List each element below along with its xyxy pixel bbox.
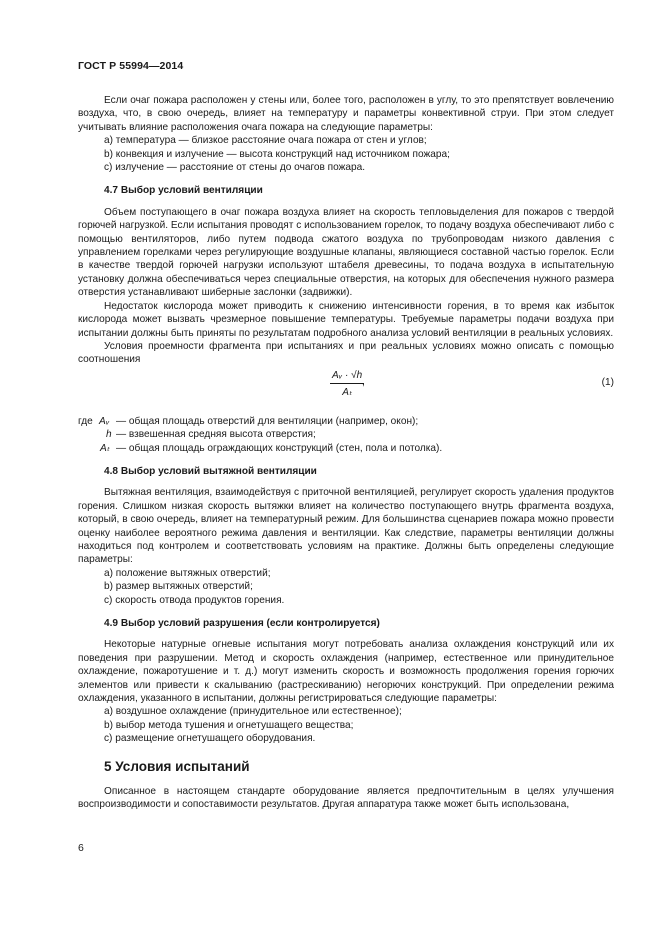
- definition-text: — взвешенная средняя высота отверстия;: [116, 429, 316, 441]
- section-heading-4-8: 4.8 Выбор условий вытяжной вентиляции: [104, 465, 317, 477]
- symbol-definition: [78, 428, 614, 441]
- formula-1: [78, 369, 614, 403]
- formula-fraction: [330, 369, 364, 400]
- definition-text: — общая площадь ограждающих конструкций (стен, пола и потолка).: [116, 442, 443, 454]
- symbol: h: [106, 429, 112, 441]
- formula-numerator: Aᵥ · √h: [330, 369, 364, 384]
- standard-header: ГОСТ Р 55994—2014: [78, 60, 184, 72]
- paragraph: Недостаток кислорода может приводить к снижению интенсивности горения, в то время как избыток кислорода может вызвать чрезмерное повышение температуры. Требуемые параметры подачи воздуха при испытании должны быть приняты по результатам подробного анализа условий вентиляции в реальных условиях.: [78, 300, 614, 339]
- symbol-definition: [78, 442, 614, 455]
- list-item: c) скорость отвода продуктов горения.: [104, 594, 285, 606]
- paragraph: Вытяжная вентиляция, взаимодействуя с приточной вентиляцией, регулирует скорость удаления продуктов горения. Слишком низкая скорость вытяжки влияет на количество поступающего внутрь фрагмента воздуха, который, в свою очередь, влияет на температурный режим. Для большинства сценариев пожара можно провести оценку наиболее вероятного режима давления и вентиляции. Как следствие, параметры вентиляции должны находиться под контролем и соответствовать условиям на практике. Должны быть определены следующие параметры:: [78, 487, 614, 566]
- list-item: c) излучение — расстояние от стены до очагов пожара.: [104, 162, 366, 174]
- list-item: а) положение вытяжных отверстий;: [104, 567, 271, 579]
- paragraph: Условия проемности фрагмента при испытаниях и при реальных условиях можно описать с помощью соотношения: [78, 340, 614, 366]
- intro-paragraph: Если очаг пожара расположен у стены или, более того, расположен в углу, то это препятствует вовлечению воздуха, что, в свою очередь, влияет на температуру и параметры конвективной струи. При этом следует учитывать влияние расположения очага пожара на следующие параметры:: [78, 95, 614, 133]
- definition-text: — общая площадь отверстий для вентиляции (например, окон);: [116, 415, 419, 427]
- symbol: Aᵥ: [99, 415, 110, 427]
- equation-number: (1): [601, 376, 614, 388]
- page-content: [78, 94, 614, 812]
- section-heading-4-7: 4.7 Выбор условий вентиляции: [104, 185, 263, 197]
- list-item: b) конвекция и излучение — высота конструкций над источником пожара;: [104, 148, 450, 160]
- list-item: а) температура — близкое расстояние очага пожара от стен и углов;: [104, 135, 427, 147]
- paragraph: Описанное в настоящем стандарте оборудование является предпочтительным в целях улучшения воспроизводимости и сопоставимости результатов. Другая аппаратура также может быть использована,: [78, 786, 614, 811]
- list-item: b) размер вытяжных отверстий;: [104, 581, 253, 593]
- symbol-definitions: [78, 415, 614, 455]
- list-item: а) воздушное охлаждение (принудительное или естественное);: [104, 706, 402, 718]
- list-item: b) выбор метода тушения и огнетушащего вещества;: [104, 719, 354, 731]
- formula-comma: ,: [362, 376, 365, 388]
- section-heading-5: 5 Условия испытаний: [104, 758, 250, 774]
- symbol-definition: [78, 415, 614, 428]
- paragraph: Объем поступающего в очаг пожара воздуха влияет на скорость тепловыделения для пожаров с твердой горючей нагрузкой. Если испытания проводят с использованием горелок, то подачу воздуха обеспечивают либо с помощью вентиляторов, либо путем подвода сжатого воздуха по трубопроводам низкого давления с управлением горелками через регулирующие воздушные клапаны, являющиеся составной частью горелок. Если в качестве твердой горючей нагрузки используют штабеля древесины, то подача воздуха в испытательную установку должна обеспечиваться через специальные отверстия, на которых для обеспечения нужного размера отверстия устанавливают шиберные заслонки (задвижки).: [78, 206, 614, 299]
- paragraph: Некоторые натурные огневые испытания могут потребовать анализа охлаждения конструкций или их поведения при разрушении. Метод и скорость охлаждения (например, естественное или принудительное охлаждение, пожаротушение и т. д.) могут изменить скорость и возможность продолжения горения горючих элементов или привести к скалыванию (растрескиванию) негорючих конструкций. При определении режима охлаждения, указанного в испытании, должны регистрироваться следующие параметры:: [78, 639, 614, 704]
- formula-denominator: Aₜ: [342, 387, 352, 399]
- list-item: c) размещение огнетушащего оборудования.: [104, 733, 316, 745]
- section-heading-4-9: 4.9 Выбор условий разрушения (если контролируется): [104, 617, 380, 629]
- symbol: Aₜ: [100, 442, 110, 454]
- page-number: 6: [78, 842, 84, 854]
- where-label: где: [78, 415, 93, 427]
